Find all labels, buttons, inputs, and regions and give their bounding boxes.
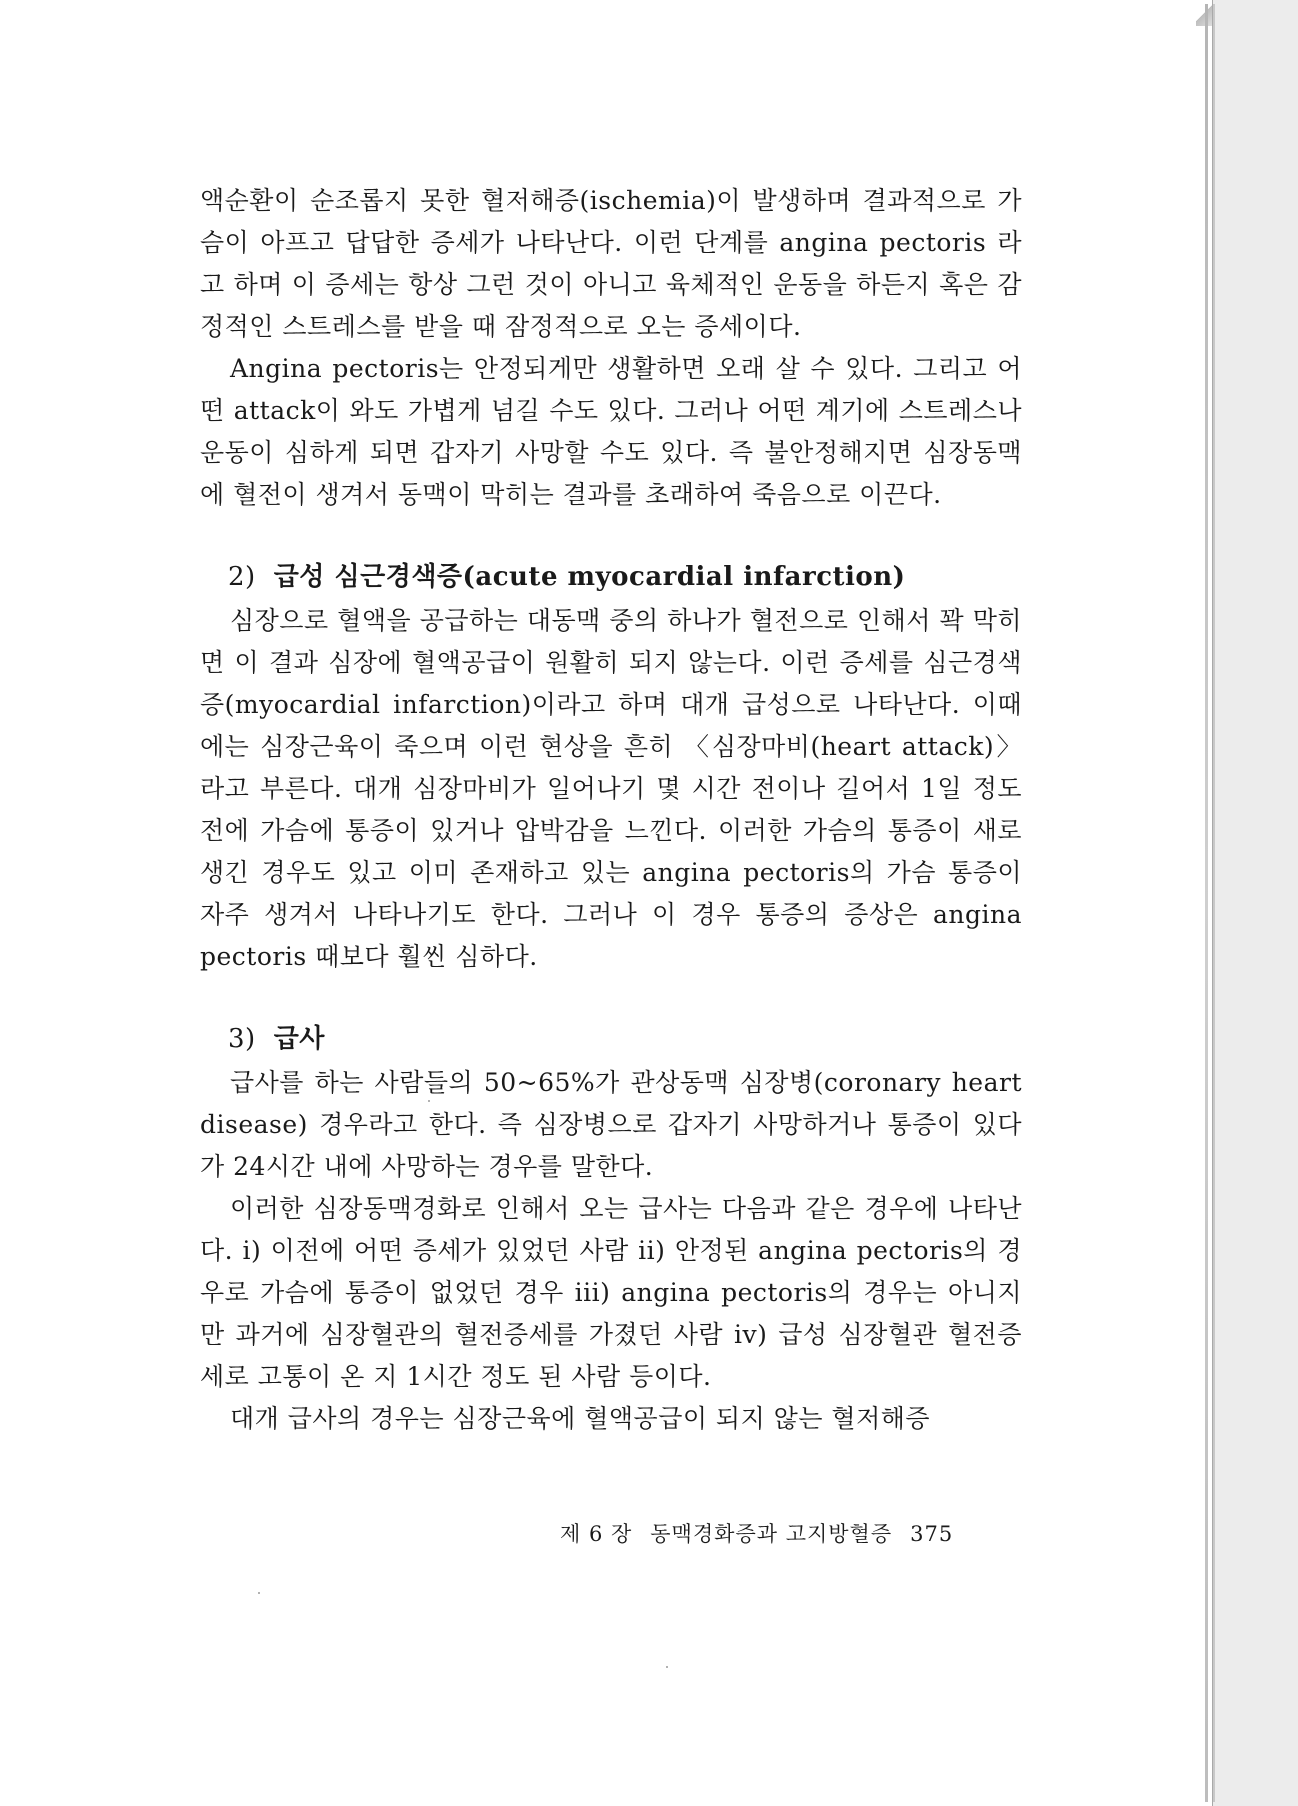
chapter-title: 동맥경화증과 고지방혈증 <box>650 1522 893 1546</box>
paragraph: 대개 급사의 경우는 심장근육에 혈액공급이 되지 않는 혈저해증 <box>230 1404 931 1433</box>
section-number: 2) <box>228 562 256 592</box>
paragraph: Angina pectoris는 안정되게만 생활하면 오래 살 수 있다. 그리고 어떤 attack이 와도 가볍게 넘길 수도 있다. 그러나 어떤 계기에 스트레스나 운동이 심하게 되면 갑자기 사망할 수도 있다. 즉 불안정해지면 심장동맥에 혈전이 생겨서 동맥이 막히는 결과를 초래하여 죽음으로 이끈다. <box>200 354 1022 509</box>
section-title: 급성 심근경색증(acute myocardial infarction) <box>273 562 906 592</box>
page-footer <box>560 1518 953 1548</box>
scan-speck <box>428 1100 430 1102</box>
page-edge <box>1213 4 1215 1802</box>
section-number: 3) <box>228 1024 256 1054</box>
section-heading <box>228 556 1022 598</box>
scan-speck <box>666 1666 668 1668</box>
chapter-label: 제 6 장 <box>560 1522 633 1546</box>
paragraph: 급사를 하는 사람들의 50~65%가 관상동맥 심장병(coronary heart disease) 경우라고 한다. 즉 심장병으로 갑자기 사망하거나 통증이 있다가 24시간 내에 사망하는 경우를 말한다. <box>200 1068 1022 1181</box>
page-corner-fold <box>1196 0 1212 26</box>
body-text <box>200 180 1022 1440</box>
paragraph: 액순환이 순조롭지 못한 혈저해증(ischemia)이 발생하며 결과적으로 가슴이 아프고 답답한 증세가 나타난다. 이런 단계를 angina pectoris 라고 하며 이 증세는 항상 그런 것이 아니고 육체적인 운동을 하든지 혹은 감정적인 스트레스를 받을 때 잠정적으로 오는 증세이다. <box>200 186 1022 341</box>
scan-speck <box>258 1592 260 1594</box>
paragraph: 심장으로 혈액을 공급하는 대동맥 중의 하나가 혈전으로 인해서 꽉 막히면 이 결과 심장에 혈액공급이 원활히 되지 않는다. 이런 증세를 심근경색증(myocardial infarction)이라고 하며 대개 급성으로 나타난다. 이때에는 심장근육이 죽으며 이런 현상을 흔히 〈심장마비(heart attack)〉라고 부른다. 대개 심장마비가 일어나기 몇 시간 전이나 길어서 1일 정도 전에 가슴에 통증이 있거나 압박감을 느낀다. 이러한 가슴의 통증이 새로 생긴 경우도 있고 이미 존재하고 있는 angina pectoris의 가슴 통증이 자주 생겨서 나타나기도 한다. 그러나 이 경우 통증의 증상은 angina pectoris 때보다 훨씬 심하다. <box>200 606 1022 971</box>
paragraph: 이러한 심장동맥경화로 인해서 오는 급사는 다음과 같은 경우에 나타난다. i) 이전에 어떤 증세가 있었던 사람 ii) 안정된 angina pectoris의 경우로 가슴에 통증이 없었던 경우 iii) angina pectoris의 경우는 아니지만 과거에 심장혈관의 혈전증세를 가졌던 사람 iv) 급성 심장혈관 혈전증세로 고통이 온 지 1시간 정도 된 사람 등이다. <box>200 1194 1022 1391</box>
section-heading <box>228 1018 1022 1060</box>
page-edge <box>1205 4 1208 1802</box>
section-title: 급사 <box>273 1024 325 1054</box>
page-number: 375 <box>910 1522 954 1546</box>
